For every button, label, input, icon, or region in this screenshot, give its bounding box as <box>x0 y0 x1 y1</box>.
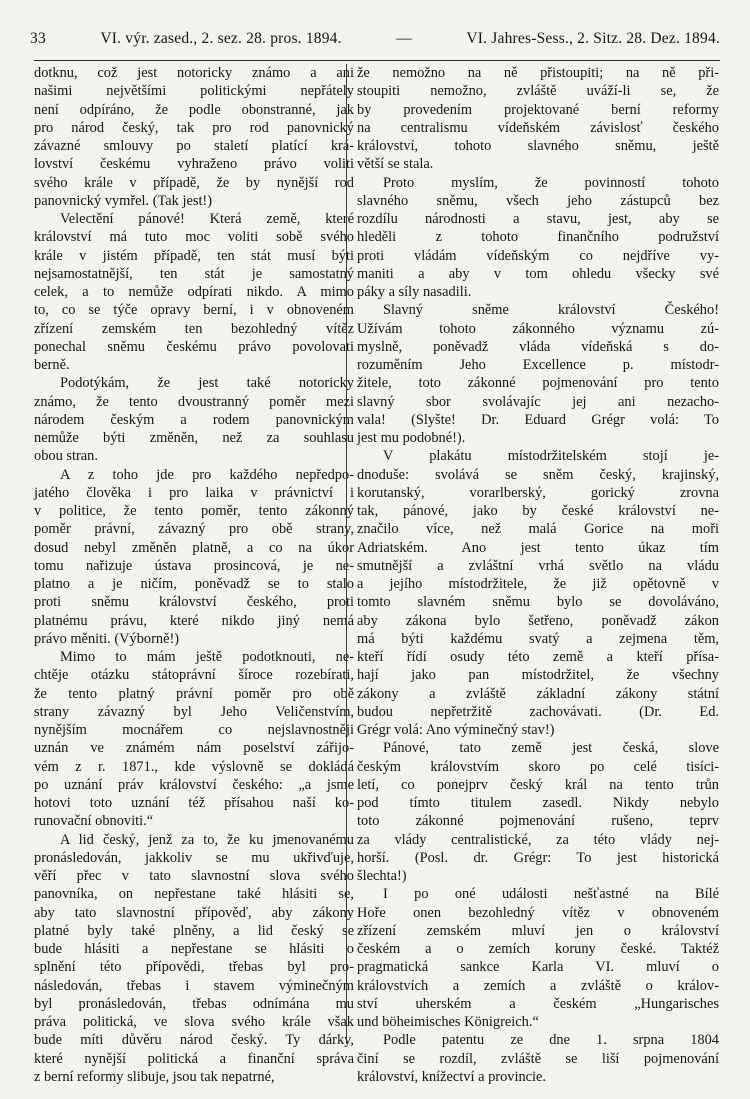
text-line: věří přec v tato slavnostní slova svého <box>34 868 354 884</box>
text-line: královstvích a zemích a zvláště o králov- <box>357 977 719 994</box>
text-line: letí, co ponejprv český král na tento trůn <box>357 776 719 793</box>
text-line: jatého člověka i pro laika v právnictví i <box>34 484 354 501</box>
text-line: království má tuto moc voliti sobě svého <box>34 229 354 246</box>
text-line: bude hlásiti a nepřestane se hlásiti o <box>34 941 354 957</box>
text-line: vala! (Slyšte! Dr. Eduard Grégr volá: To <box>357 411 719 428</box>
text-line: hleděli z tohoto finančního podružství <box>357 229 719 246</box>
text-line: dosud nebyl změněn platně, a co na úkor <box>34 539 354 556</box>
column-divider <box>346 64 347 1044</box>
text-line: právo měniti. (Výborně!) <box>34 630 180 647</box>
text-line: to, co se týče opravy berní, i v obnoveném <box>34 302 354 319</box>
text-line: poměr právní, závazný pro obě strany, <box>34 521 354 538</box>
text-line: tak, pánové, jako by české království ne- <box>357 503 719 519</box>
text-line: jest mu podobné!). <box>357 430 466 446</box>
text-line: není odpíráno, že podle obonstranné, jak <box>34 101 354 118</box>
text-line: z berní reformy slibuje, jsou tak nepatrné, <box>34 1068 275 1085</box>
text-line: v politice, že tento poměr, tento zákonný <box>34 503 354 519</box>
text-line: I po oné události nešťastné na Bílé <box>383 886 719 903</box>
header-separator: — <box>396 30 412 47</box>
text-line: na centralismu vídeňském závislosť českého <box>357 119 719 136</box>
session-info-czech: VI. výr. zased., 2. sez. 28. pros. 1894. <box>100 30 342 47</box>
text-line: nejsamostatnější, ten stát je samostatný <box>34 265 354 282</box>
text-line: Hoře onen bezohledný vítěz v obnoveném <box>357 904 719 921</box>
text-line: pronásledován, jakkoliv se mu ukřivďuje, <box>34 849 354 866</box>
text-line: by provedením projektované berní reformy <box>357 101 719 118</box>
text-line: že tento platný právní poměr pro obě <box>34 685 354 702</box>
text-line: splnění této přípovědi, třebas byl pro- <box>34 959 354 976</box>
text-line: značilo více, než malá Gorice na moři <box>357 521 719 538</box>
text-line: toto zákonné pojmenování rušeno, teprv <box>357 813 719 830</box>
text-line: panovnický vymřel. (Tak jest!) <box>34 192 213 209</box>
text-line: pragmatická sankce Karla VI. mluví o <box>357 959 719 976</box>
text-line: Velectění pánové! Která země, které <box>60 211 354 227</box>
text-line: království, tohoto slavného sněmu, ještě <box>357 138 719 154</box>
text-line: berně. <box>34 357 70 373</box>
text-line: rozuměním Jeho Excellence p. místodr- <box>357 357 719 373</box>
text-line: platnému právu, které nikdo jiný nemá <box>34 612 354 629</box>
text-line: und böheimisches Königreich.“ <box>357 1014 539 1030</box>
text-line: nemůže býti změněn, než za souhlasu <box>34 430 354 446</box>
text-line: království, knížectví a provincie. <box>357 1068 547 1085</box>
text-line: proti sněmu království českého, proti <box>34 594 354 611</box>
text-line: páky a síly nasadili. <box>357 284 472 300</box>
text-line: lovství českému vyhraženo právo voliti <box>34 156 354 173</box>
text-line: korutanský, vorarlberský, gorický zrovna <box>357 484 719 501</box>
text-line: Podotýkám, že jest také notoricky <box>60 375 354 392</box>
text-line: bude míti důvěru národ český. Ty dárky, <box>34 1032 354 1049</box>
text-line: rozdílu národnosti a stavu, jest, aby se <box>357 211 719 227</box>
text-line: runovační obnoviti.“ <box>34 813 154 830</box>
right-column <box>357 64 719 1086</box>
text-line: tomto slavném sněmu bylo se dovoláváno, <box>357 594 719 611</box>
text-line: českým královstvím skoro po celé tisíci- <box>357 758 719 775</box>
text-line: vém z r. 1871., kde výslovně se dokládá <box>34 758 354 775</box>
text-line: slavného sněmu, všech jeho zástupců bez <box>357 192 719 209</box>
text-line: Podle patentu ze dne 1. srpna 1804 <box>383 1032 719 1049</box>
text-line: krále v jistém případě, ten stát musí býti <box>34 247 354 264</box>
text-line: pod tímto titulem zasedl. Nikdy nebylo <box>357 795 719 811</box>
text-line: po uznání práv království českého: „a jsme <box>34 776 354 793</box>
text-line: strany závazný byl Jeho Veličenstvím, <box>34 703 354 720</box>
session-info-german: VI. Jahres-Sess., 2. Sitz. 28. Dez. 1894. <box>466 30 720 47</box>
left-column <box>34 64 354 1086</box>
text-line: pro národ český, tak pro rod panovnický <box>34 119 354 136</box>
text-line: známo, že tento dvoustranný poměr mezi <box>34 393 354 410</box>
text-line: činí se rozdíl, zvláště se liší pojmenování <box>357 1050 719 1067</box>
text-line: A lid český, jenž za to, že ku jmenovanému <box>60 831 354 848</box>
text-line: našimi největšími politickými nepřátely <box>34 83 354 100</box>
text-line: následován, třebas i stavem výminečným <box>34 977 354 994</box>
text-line: národem českým a rodem panovnickým <box>34 411 354 428</box>
text-line: panovníka, on nepřestane také hlásiti se, <box>34 886 354 903</box>
text-line: Užívám tohoto zákonného významu zú- <box>357 320 719 337</box>
text-line: zřízení zemském ten bezohledný vítěz <box>34 320 354 337</box>
text-line: celek, a to nemůže odpírati nikdo. A mimo <box>34 284 354 300</box>
text-line: šlechta!) <box>357 868 407 884</box>
text-line: ství uherském a českém „Hungarisches <box>357 995 719 1012</box>
text-line: dnoduše: svolává se sněm český, krajinský, <box>357 466 719 483</box>
text-line: Pánové, tato země jest česká, slove <box>383 740 719 757</box>
text-line: platné byly také plněny, a lid český se <box>34 922 354 939</box>
text-line: V plakátu místodržitelském stojí je- <box>383 448 719 465</box>
text-line: zřízení zemském mluví jen o království <box>357 922 719 939</box>
text-line: stoupiti nemožno, zvláště uváží-li se, že <box>357 83 719 100</box>
text-line: hají jako pan místodržitel, že všechny <box>357 667 719 684</box>
text-line: aby tato slavnostní přípověď, aby zákony <box>34 904 354 921</box>
page-header <box>30 30 720 48</box>
text-line: českém a o zemích koruny české. Taktéž <box>357 941 719 957</box>
text-line: platno a je ničím, poněvadž se to stalo <box>34 576 354 592</box>
text-line: tomu nařizuje ústava prosincová, je ne- <box>34 557 354 574</box>
text-line: byl pronásledován, třebas odnímána mu <box>34 995 354 1012</box>
text-line: Slavný sněme království Českého! <box>383 302 719 319</box>
text-line: žitele, toto zákonné pojmenování pro tento <box>357 375 719 392</box>
text-line: obou stran. <box>34 448 98 465</box>
text-line: kteří řídí osudy této země a kteří přísa- <box>357 649 719 665</box>
text-line: hotovi toto uznání též přísahou naší ko- <box>34 795 354 811</box>
text-line: Mimo to mám ještě podotknouti, ne- <box>60 649 354 665</box>
text-line: dotknu, což jest notoricky známo a ani <box>34 65 354 81</box>
text-line: slavný sbor svolávajíc jej ani nezacho- <box>357 393 719 410</box>
text-line: myslně, poněvadž vláda vídeňská s do- <box>357 338 719 355</box>
page-number: 33 <box>30 30 46 47</box>
text-line: Grégr volá: Ano výminečný stav!) <box>357 722 555 738</box>
text-line: aby zákona bylo šetřeno, poněvadž zákon <box>357 612 719 629</box>
text-line: horší. (Posl. dr. Grégr: To jest historická <box>357 849 719 866</box>
text-line: ponechal sněmu českému právo povolovati <box>34 338 354 355</box>
text-line: A z toho jde pro každého nepředpo- <box>60 466 354 483</box>
text-line: nynějším mocnářem co nejslavnostněji <box>34 722 354 738</box>
header-rule <box>34 60 720 61</box>
text-line: svého krále v případě, že by nynější rod <box>34 174 354 191</box>
text-line: uznán ve známém nám poselství zářijo- <box>34 740 354 757</box>
text-line: práva politická, ve slova svého krále však <box>34 1014 354 1030</box>
text-line: větší se stala. <box>357 156 434 173</box>
text-line: a jejího místodržitele, že již opětovně v <box>357 576 719 592</box>
text-line: zákony a zvláště základní zákony státní <box>357 685 719 702</box>
text-line: smutnější a zvláštní vrhá světlo na vládu <box>357 557 719 574</box>
text-line: má býti každému svatý a zejmena těm, <box>357 630 719 647</box>
text-line: chtěje otázku státoprávní šíroce rozebírati, <box>34 667 354 684</box>
text-line: že nemožno na ně přistoupiti; na ně při- <box>357 65 719 81</box>
text-line: budou nepřetržitě zachovávati. (Dr. Ed. <box>357 703 719 720</box>
text-line: Proto myslím, že povinností tohoto <box>383 174 719 191</box>
text-line: závazné smlouvy po staletí platící krá- <box>34 138 354 154</box>
text-line: které nynější politická a finanční správa <box>34 1050 354 1067</box>
text-line: Adriatském. Ano jest tento úkaz tím <box>357 539 719 556</box>
text-line: proti vládám vídeňským co nejdříve vy- <box>357 247 719 264</box>
text-line: za vlády centralistické, za této vlády nej- <box>357 831 719 848</box>
text-line: maniti a aby v tom ohledu všecky své <box>357 265 719 282</box>
